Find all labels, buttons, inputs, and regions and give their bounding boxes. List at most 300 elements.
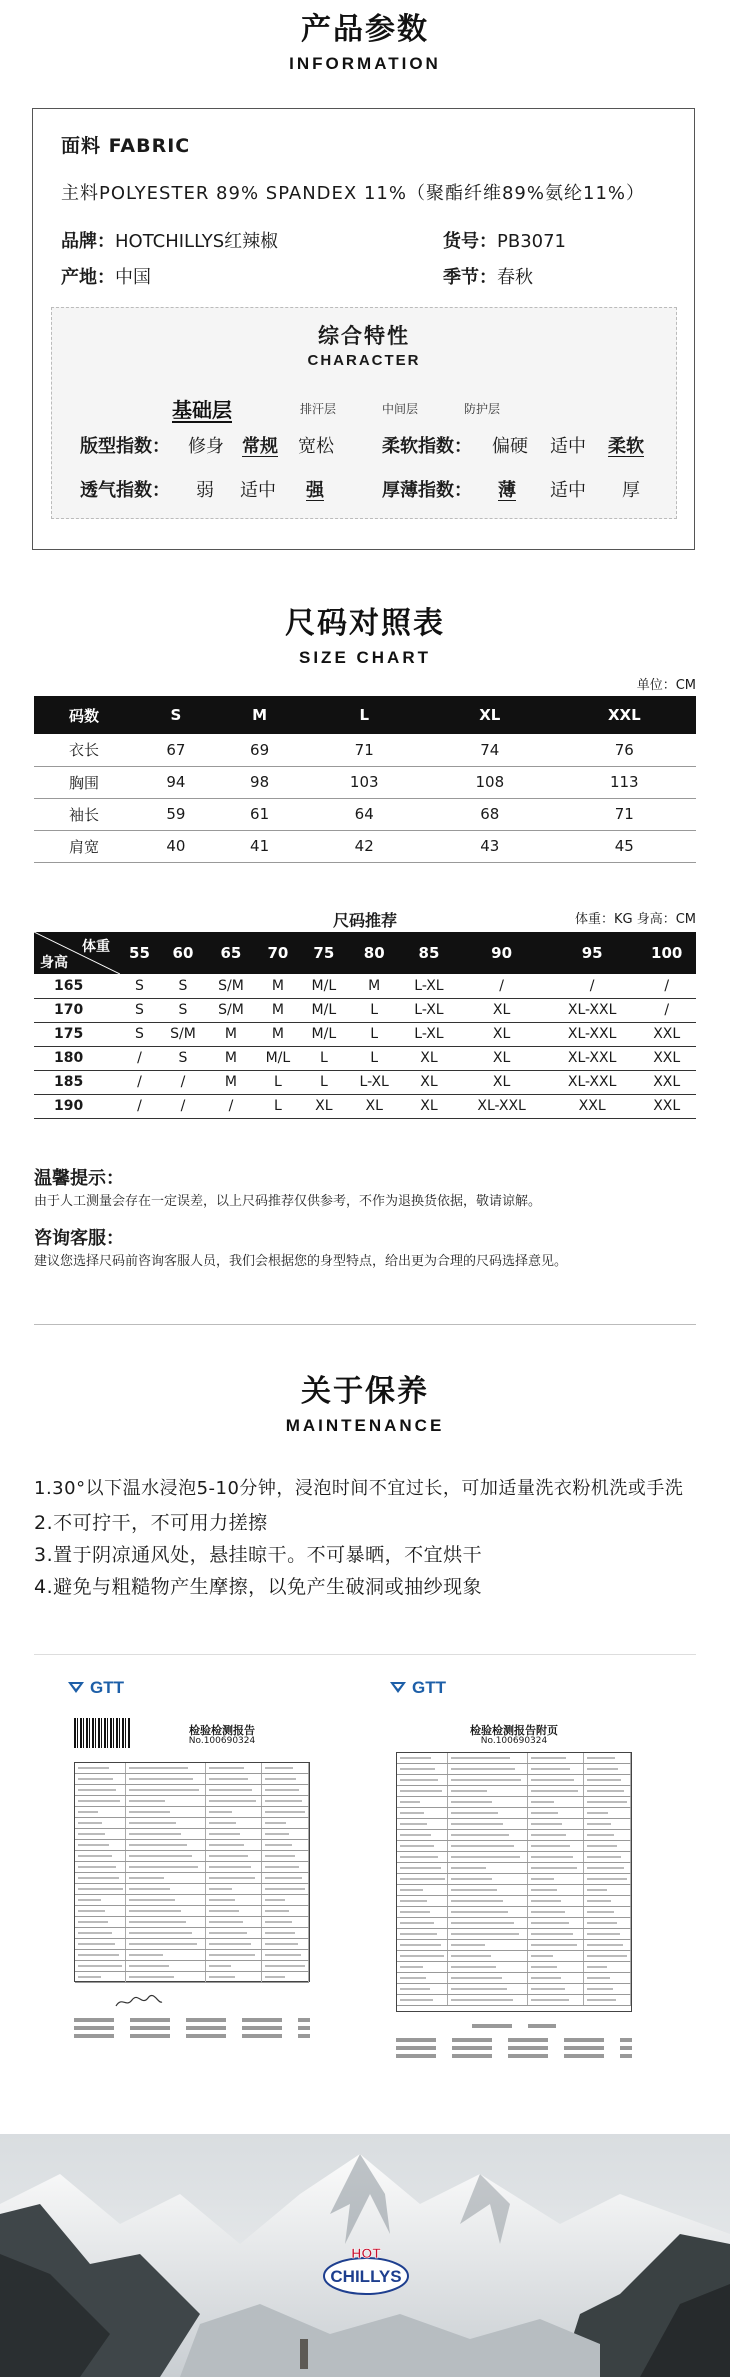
report-grid-cell [397,1808,448,1818]
recommend-title: 尺码推荐 [332,911,397,930]
gtt-mark-icon [388,1679,408,1695]
weight-header-cell: 90 [456,932,547,974]
recommend-cell: S [159,998,207,1022]
report-grid-cell [397,1962,448,1972]
report-grid-cell [584,1962,631,1972]
report-grid-cell [448,1907,528,1917]
report-grid-cell [75,1895,126,1905]
size-row-label: 肩宽 [34,830,134,862]
hotchillys-logo-icon [321,2236,411,2298]
report-grid-cell [75,1763,126,1773]
fit-option: 常规 [242,436,278,457]
recommend-cell: / [547,974,638,998]
report-grid-cell [75,1917,126,1927]
recommend-table [34,932,696,1119]
report-grid-cell [584,1797,631,1807]
recommend-cell: L [301,1046,347,1070]
report-grid-cell [206,1895,262,1905]
character-box [51,307,677,519]
report-grid-cell [206,1851,262,1861]
report-grid-cell [206,1818,262,1828]
report-grid-cell [528,1764,584,1774]
report-grid-row [397,1962,631,1973]
thick-label: 厚薄指数： [382,480,472,501]
recommend-header-row [34,932,696,974]
report-grid-cell [75,1862,126,1872]
report-grid-cell [75,1928,126,1938]
recommend-row [34,1046,696,1070]
report-grid-row [397,1775,631,1786]
report-grid-cell [448,1819,528,1829]
report-grid-cell [448,1797,528,1807]
report-grid-cell [75,1829,126,1839]
size-cell: 74 [427,734,553,766]
softness-index [382,432,682,458]
size-chart-title: 尺码对照表 [285,606,445,641]
breathability-index [80,476,380,502]
recommend-cell: M [255,998,301,1022]
report-grid-cell [448,1940,528,1950]
recommend-cell: L-XL [347,1070,402,1094]
report-grid-cell [584,1753,631,1763]
report-grid-row [75,1884,309,1895]
report-grid-cell [448,1863,528,1873]
recommend-cell: / [637,974,696,998]
thickness-index [382,476,682,502]
params-subtitle: INFORMATION [289,54,441,73]
signature-scribble [114,1994,164,2014]
soft-option: 偏硬 [492,436,528,457]
recommend-cell: M/L [301,974,347,998]
report-grid-cell [397,1918,448,1928]
size-header-cell: S [134,696,218,734]
report-grid-row [75,1851,309,1862]
height-cell: 175 [34,1022,120,1046]
report-grid-cell [75,1818,126,1828]
recommend-cell: L [347,1046,402,1070]
report-grid-cell [126,1796,206,1806]
report-grid-cell [397,1830,448,1840]
weight-header-cell: 80 [347,932,402,974]
size-cell: 42 [301,830,427,862]
report-grid-cell [528,1797,584,1807]
recommend-cell: M [255,1022,301,1046]
report-grid-cell [397,1852,448,1862]
report-grid-cell [448,1808,528,1818]
size-cell: 61 [218,798,302,830]
report-grid-cell [126,1972,206,1982]
size-row [34,798,696,830]
report-grid-cell [528,1808,584,1818]
report-grid-cell [126,1862,206,1872]
origin-label: 产地： [61,267,115,288]
report-grid-cell [584,1973,631,1983]
size-cell: 45 [553,830,696,862]
report-grid-cell [528,1907,584,1917]
report-grid-cell [528,1885,584,1895]
care-item-3: 3.置于阴凉通风处，悬挂晾干。不可暴晒，不宜烘干 [34,1544,483,1566]
report-grid-cell [126,1873,206,1883]
recommend-cell: M [347,974,402,998]
breath-option: 弱 [196,480,214,501]
report-grid-cell [126,1928,206,1938]
report-grid-cell [397,1907,448,1917]
report-grid-cell [206,1939,262,1949]
thick-option: 厚 [622,480,640,501]
recommend-cell: / [120,1046,159,1070]
report-grid-cell [584,1896,631,1906]
report-grid-cell [584,1764,631,1774]
recommend-cell: XL [347,1094,402,1118]
report-grid-cell [397,1874,448,1884]
report-grid-row [397,1973,631,1984]
fit-index [80,432,380,458]
hotchillys-logo [321,2236,411,2298]
service-title: 咨询客服： [34,1228,124,1249]
report-grid-row [75,1840,309,1851]
report-grid-cell [126,1763,206,1773]
report-grid-cell [206,1807,262,1817]
report-grid-cell [262,1763,309,1773]
size-cell: 94 [134,766,218,798]
report-grid-row [75,1972,309,1983]
recommend-row [34,974,696,998]
recommend-cell: S [120,1022,159,1046]
recommend-cell: / [120,1094,159,1118]
report-grid-cell [262,1829,309,1839]
size-row-label: 衣长 [34,734,134,766]
report-footer [396,2054,632,2058]
report-grid-cell [206,1917,262,1927]
report-footer [396,2046,632,2050]
recommend-cell: M/L [301,1022,347,1046]
report-grid-row [75,1906,309,1917]
corner-height: 身高 [40,955,68,971]
gtt-mark-icon [66,1679,86,1695]
fabric-value: 主料POLYESTER 89% SPANDEX 11%（聚酯纤维89%氨纶11%） [61,183,645,204]
report-grid-cell [262,1796,309,1806]
service-text: 建议您选择尺码前咨询客服人员，我们会根据您的身型特点，给出更为合理的尺码选择意见。 [34,1254,568,1269]
breath-option: 适中 [240,480,276,501]
report-grid-row [397,1753,631,1764]
report-grid-cell [448,1918,528,1928]
layer-protect: 防护层 [464,402,501,416]
report-grid-cell [528,1863,584,1873]
logo-line1: HOT [351,2245,381,2261]
report-grid-cell [262,1840,309,1850]
report-grid-cell [448,1775,528,1785]
report-grid-cell [448,1995,528,2005]
report-grid-cell [448,1984,528,1994]
size-cell: 108 [427,766,553,798]
report-grid-cell [262,1928,309,1938]
breath-option: 强 [306,480,324,501]
size-header-cell: XXL [553,696,696,734]
recommend-cell: L [347,998,402,1022]
report-grid-row [75,1862,309,1873]
report-grid-cell [584,1885,631,1895]
season-label: 季节： [443,267,497,288]
fit-label: 版型指数： [80,436,170,457]
logo-line2: CHILLYS [330,2267,402,2286]
report-grid-cell [126,1939,206,1949]
report-grid-cell [262,1906,309,1916]
report-grid-cell [397,1775,448,1785]
report-grid-cell [262,1895,309,1905]
recommend-cell: XL-XXL [547,998,638,1022]
report-grid-cell [448,1852,528,1862]
thick-option: 适中 [550,480,586,501]
report-grid-cell [397,1819,448,1829]
report-grid-cell [528,1995,584,2005]
size-cell: 71 [553,798,696,830]
recommend-cell: XL [402,1094,457,1118]
report-grid-cell [206,1961,262,1971]
item-no-field [443,227,566,253]
recommend-cell: / [120,1070,159,1094]
report-grid-row [397,1874,631,1885]
origin-value: 中国 [115,267,151,288]
height-cell: 185 [34,1070,120,1094]
report-grid-cell [528,1786,584,1796]
report-grid-row [75,1818,309,1829]
item-no-label: 货号： [443,231,497,252]
recommend-unit: 体重：KG 身高：CM [574,912,696,927]
report-grid-cell [584,1940,631,1950]
report-grid-cell [448,1786,528,1796]
weight-header-cell: 95 [547,932,638,974]
params-title: 产品参数 [301,12,429,47]
recommend-cell: XL [456,1046,547,1070]
report-grid-cell [206,1763,262,1773]
report-grid-cell [528,1753,584,1763]
size-row [34,766,696,798]
report-grid-cell [75,1851,126,1861]
recommend-row [34,1022,696,1046]
report-grid-cell [206,1950,262,1960]
size-header-row [34,696,696,734]
report-grid-cell [448,1962,528,1972]
report-grid-row [397,1885,631,1896]
report-grid-cell [528,1896,584,1906]
report-grid-cell [528,1962,584,1972]
recommend-cell: XL-XXL [547,1022,638,1046]
report-grid-cell [126,1884,206,1894]
report-grid-cell [126,1950,206,1960]
recommend-cell: M/L [301,998,347,1022]
recommend-cell: / [159,1094,207,1118]
report-grid-cell [126,1906,206,1916]
breath-label: 透气指数： [80,480,170,501]
corner-weight: 体重 [82,939,110,955]
report-footer [472,2024,556,2028]
report-grid-row [397,1852,631,1863]
size-cell: 41 [218,830,302,862]
recommend-cell: XXL [637,1094,696,1118]
report-grid-cell [584,1907,631,1917]
weight-header-cell: 55 [120,932,159,974]
recommend-cell: XXL [637,1022,696,1046]
warm-tip-title: 温馨提示： [34,1168,124,1189]
maintenance-subtitle: MAINTENANCE [285,1416,445,1435]
report-footer [74,2034,310,2038]
report-grid-cell [448,1874,528,1884]
size-table [34,696,696,863]
report-grid-cell [584,1995,631,2005]
report-grid-cell [126,1774,206,1784]
recommend-cell: S/M [159,1022,207,1046]
report-grid-cell [528,1973,584,1983]
report-grid-cell [448,1896,528,1906]
fabric-label: 面料 FABRIC [61,135,191,157]
report-grid-cell [75,1939,126,1949]
report-grid-cell [584,1841,631,1851]
recommend-cell: L [255,1094,301,1118]
size-cell: 103 [301,766,427,798]
recommend-cell: L [255,1070,301,1094]
report-grid-row [397,1841,631,1852]
report-grid-cell [584,1775,631,1785]
params-box [32,108,695,550]
report-grid-cell [262,1774,309,1784]
report-grid-row [75,1763,309,1774]
report-grid-cell [75,1785,126,1795]
soft-label: 柔软指数： [382,436,472,457]
weight-header-cell: 60 [159,932,207,974]
report-grid-cell [262,1961,309,1971]
recommend-cell: M [207,1046,255,1070]
report-grid-cell [126,1840,206,1850]
recommend-cell: XL [402,1070,457,1094]
report-grid-cell [206,1829,262,1839]
weight-header-cell: 85 [402,932,457,974]
care-item-1: 1.30°以下温水浸泡5-10分钟，浸泡时间不宜过长，可加适量洗衣粉机洗或手洗 [34,1478,684,1499]
recommend-cell: M/L [255,1046,301,1070]
recommend-cell: / [159,1070,207,1094]
height-cell: 190 [34,1094,120,1118]
recommend-cell: L-XL [402,1022,457,1046]
report-grid-cell [397,1984,448,1994]
report-grid-cell [584,1863,631,1873]
weight-header-cell: 75 [301,932,347,974]
report-number: No.100690324 [480,1736,548,1746]
report-grid-row [397,1995,631,2006]
report-grid-cell [206,1862,262,1872]
recommend-row [34,998,696,1022]
weight-header-cell: 70 [255,932,301,974]
report-grid-cell [397,1940,448,1950]
report-grid-cell [448,1764,528,1774]
report-grid-cell [206,1796,262,1806]
report-grid-row [75,1873,309,1884]
recommend-cell: XL-XXL [456,1094,547,1118]
size-header-label: 码数 [34,696,134,734]
report-table [74,1762,310,1982]
report-grid-cell [528,1830,584,1840]
size-header-cell: L [301,696,427,734]
report-grid-cell [584,1819,631,1829]
recommend-cell: / [207,1094,255,1118]
size-cell: 98 [218,766,302,798]
recommend-cell: XXL [637,1070,696,1094]
signature-icon [114,1994,164,2010]
report-grid-row [397,1808,631,1819]
report-grid-cell [262,1807,309,1817]
report-grid-row [75,1950,309,1961]
size-cell: 69 [218,734,302,766]
report-grid-cell [584,1852,631,1862]
report-grid-cell [206,1884,262,1894]
report-grid-cell [397,1885,448,1895]
report-grid-cell [584,1786,631,1796]
report-grid-cell [397,1764,448,1774]
report-grid-cell [584,1951,631,1961]
size-header-cell: XL [427,696,553,734]
gtt-brand: GTT [412,1678,446,1697]
report-grid-cell [397,1896,448,1906]
report-grid-cell [262,1873,309,1883]
report-grid-cell [75,1796,126,1806]
recommend-cell: XXL [547,1094,638,1118]
report-grid-cell [126,1807,206,1817]
report-grid-row [75,1785,309,1796]
size-row-label: 袖长 [34,798,134,830]
report-grid-row [75,1917,309,1928]
soft-option: 适中 [550,436,586,457]
report-grid-cell [75,1906,126,1916]
recommend-cell: L-XL [402,998,457,1022]
thick-option: 薄 [498,480,516,501]
report-title: 检验检测报告附页 [470,1724,558,1737]
recommend-cell: M [255,974,301,998]
report-grid-cell [397,1786,448,1796]
recommend-cell: XL [456,998,547,1022]
report-grid-row [397,1929,631,1940]
report-grid-row [397,1940,631,1951]
report-grid-cell [262,1884,309,1894]
gtt-logo [388,1678,446,1698]
character-subtitle: CHARACTER [307,352,421,369]
recommend-cell: XL [456,1070,547,1094]
height-cell: 180 [34,1046,120,1070]
report-grid-cell [397,1797,448,1807]
report-grid-cell [75,1950,126,1960]
brand-field [61,227,278,253]
recommend-cell: S/M [207,974,255,998]
size-cell: 76 [553,734,696,766]
report-grid-row [397,1951,631,1962]
report-grid-cell [75,1807,126,1817]
test-report-2 [382,1678,646,2110]
size-chart-subtitle: SIZE CHART [299,648,431,667]
report-grid-cell [206,1873,262,1883]
recommend-cell: XL [456,1022,547,1046]
report-grid-cell [584,1830,631,1840]
report-grid-cell [126,1785,206,1795]
recommend-cell: / [456,974,547,998]
recommend-cell: M [207,1022,255,1046]
height-cell: 170 [34,998,120,1022]
report-grid-cell [262,1785,309,1795]
report-grid-row [75,1774,309,1785]
care-item-2: 2.不可拧干，不可用力搓擦 [34,1512,268,1534]
item-no-value: PB3071 [497,231,567,252]
size-cell: 67 [134,734,218,766]
maintenance-title: 关于保养 [301,1374,429,1409]
report-grid-cell [528,1852,584,1862]
season-value: 春秋 [497,267,533,288]
report-grid-cell [528,1775,584,1785]
